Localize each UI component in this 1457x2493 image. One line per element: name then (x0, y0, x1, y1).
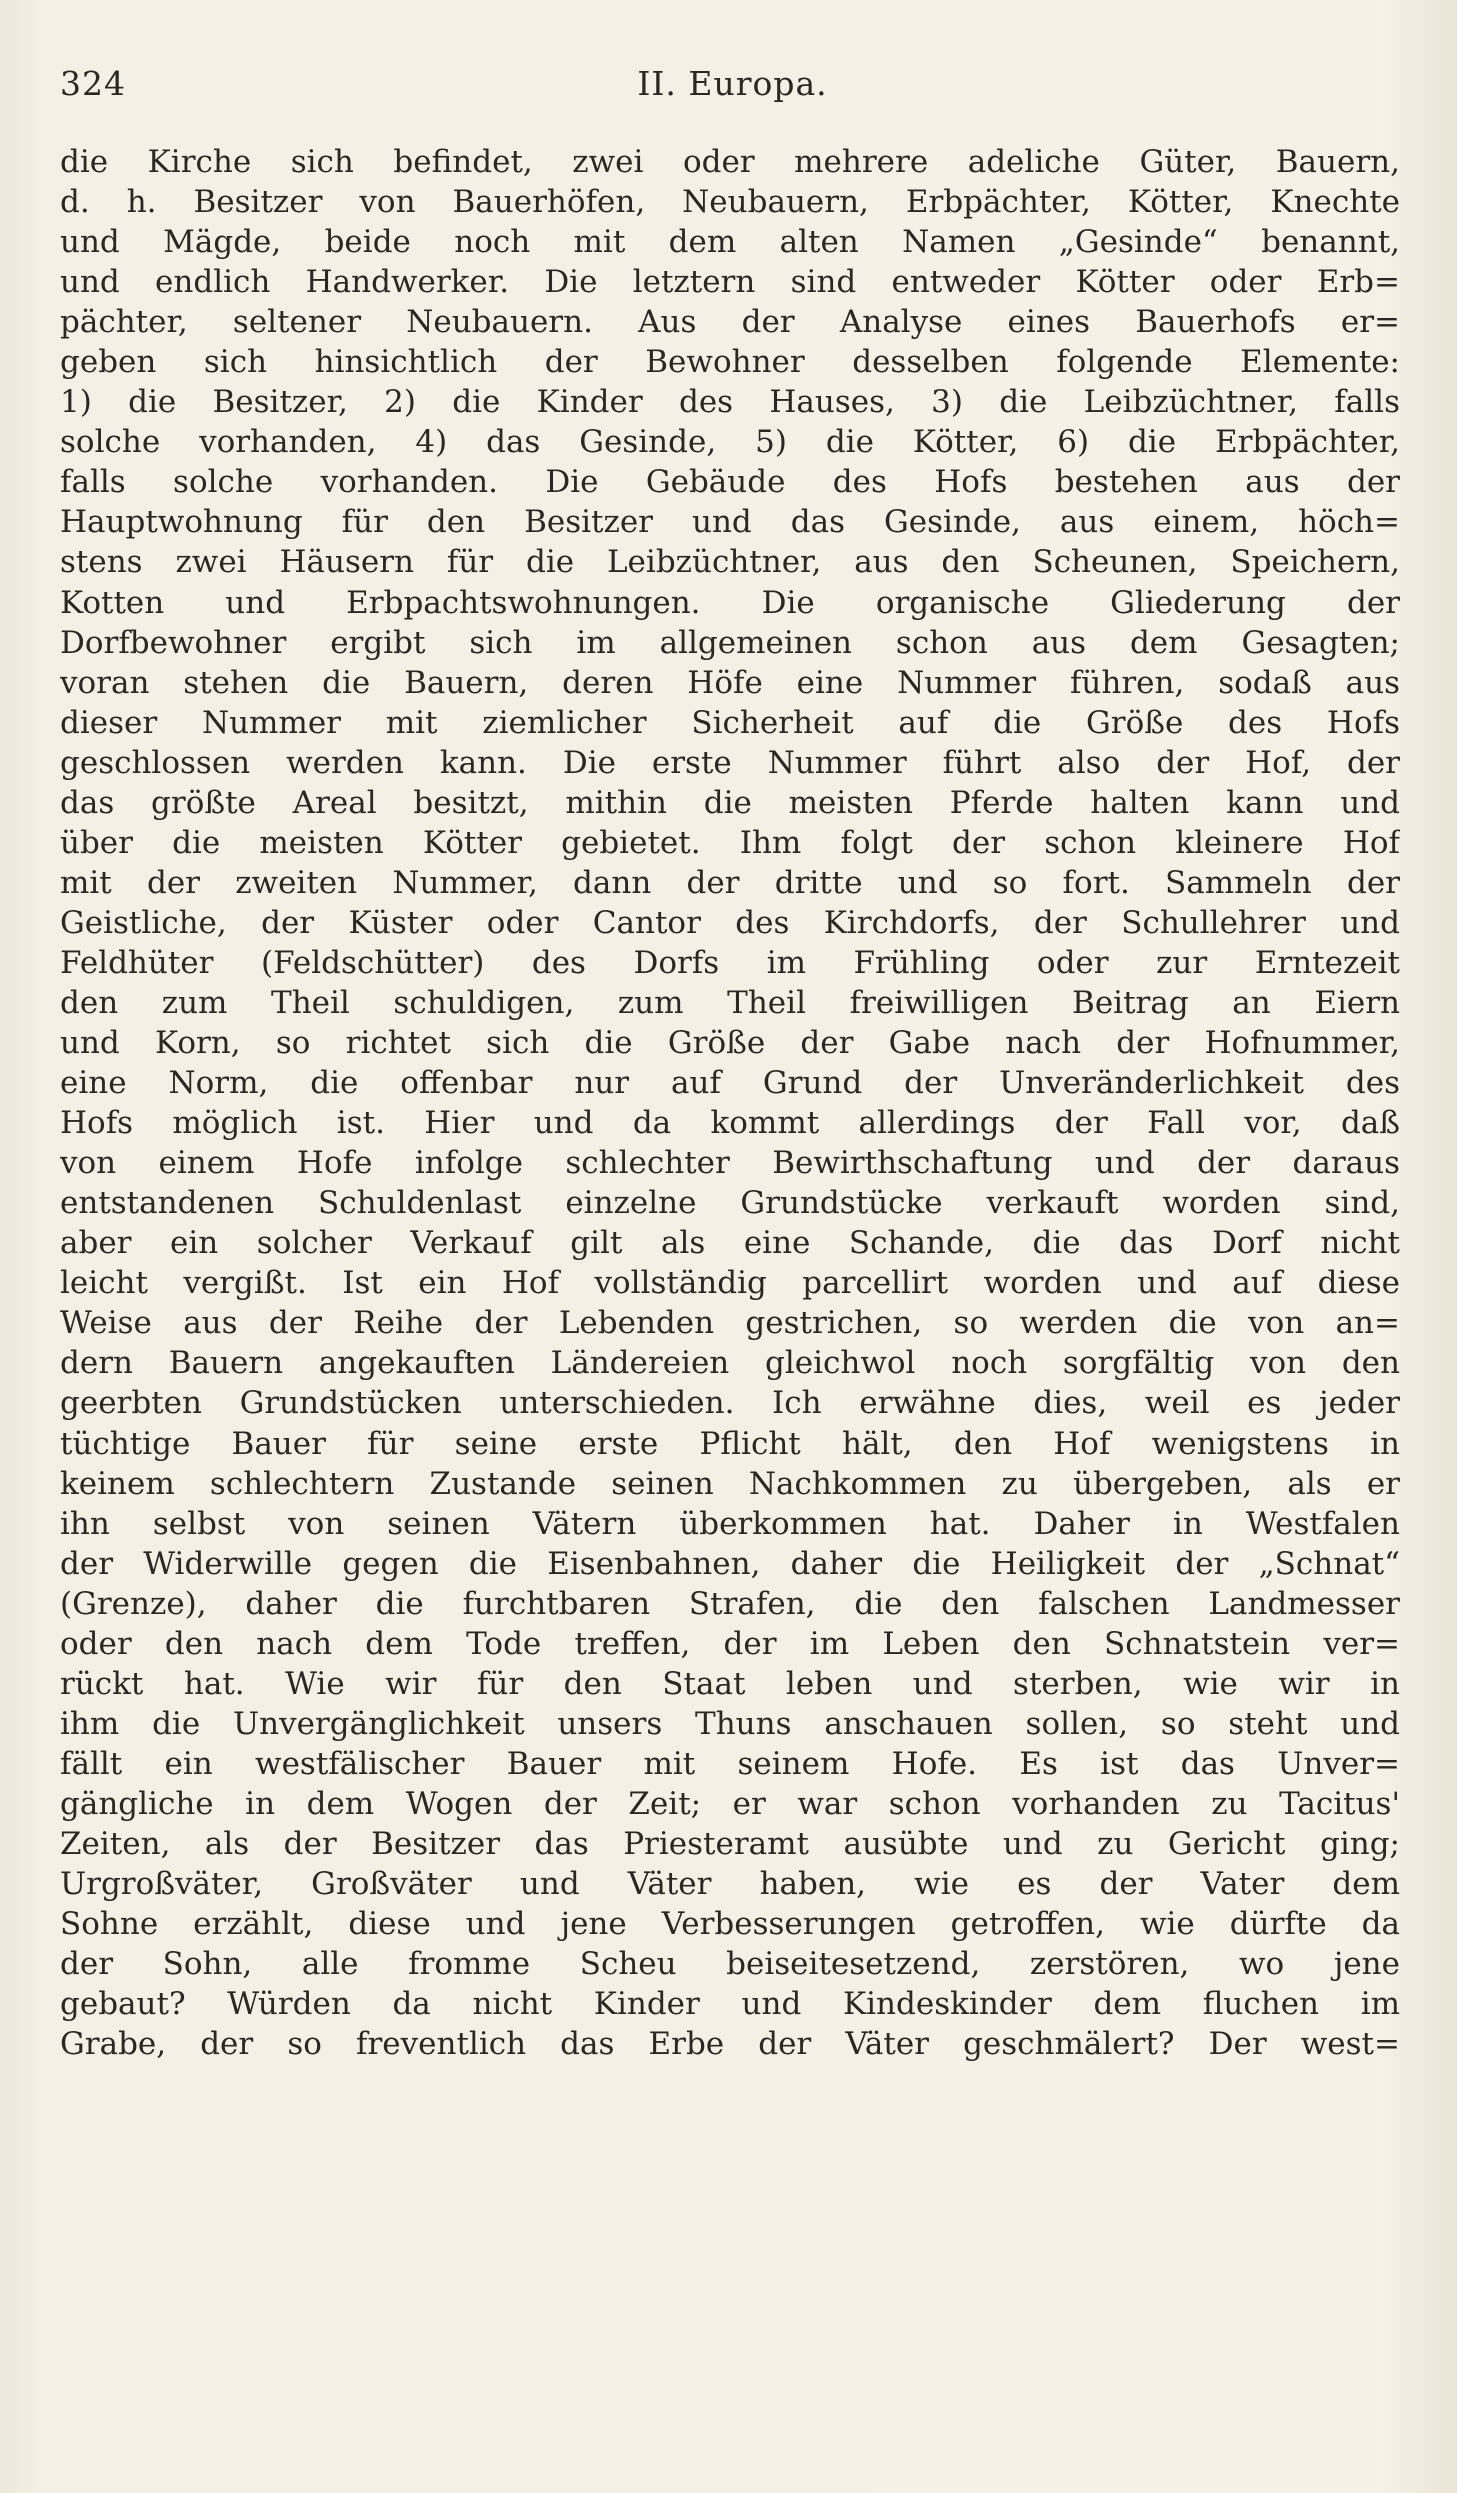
text-line: Weise aus der Reihe der Lebenden gestrichen, so werden die von an= (60, 1305, 1400, 1342)
text-line: fällt ein westfälischer Bauer mit seinem Hofe. Es ist das Unver= (60, 1745, 1400, 1782)
text-line: dern Bauern angekauften Ländereien gleichwol noch sorgfältig von den (60, 1345, 1400, 1382)
text-line: gängliche in dem Wogen der Zeit; er war schon vorhanden zu Tacitus' (60, 1785, 1400, 1822)
text-line: Hauptwohnung für den Besitzer und das Gesinde, aus einem, höch= (60, 504, 1400, 541)
text-line: Feldhüter (Feldschütter) des Dorfs im Frühling oder zur Erntezeit (60, 944, 1400, 981)
text-line: Geistliche, der Küster oder Cantor des Kirchdorfs, der Schullehrer und (60, 904, 1400, 941)
text-line: und Korn, so richtet sich die Größe der Gabe nach der Hofnummer, (60, 1025, 1400, 1062)
text-line: solche vorhanden, 4) das Gesinde, 5) die Kötter, 6) die Erbpächter, (60, 424, 1400, 461)
text-line: das größte Areal besitzt, mithin die meisten Pferde halten kann und (60, 784, 1400, 821)
text-line: Hofs möglich ist. Hier und da kommt allerdings der Fall vor, daß (60, 1105, 1400, 1142)
text-line: mit der zweiten Nummer, dann der dritte und so fort. Sammeln der (60, 864, 1400, 901)
text-line: d. h. Besitzer von Bauerhöfen, Neubauern, Erbpächter, Kötter, Knechte (60, 184, 1400, 221)
text-line: pächter, seltener Neubauern. Aus der Analyse eines Bauerhofs er= (60, 304, 1400, 341)
text-line: Zeiten, als der Besitzer das Priesteramt ausübte und zu Gericht ging; (60, 1825, 1400, 1862)
text-line: leicht vergißt. Ist ein Hof vollständig parcellirt worden und auf diese (60, 1265, 1400, 1302)
text-line: geben sich hinsichtlich der Bewohner desselben folgende Elemente: (60, 344, 1400, 381)
text-line: falls solche vorhanden. Die Gebäude des Hofs bestehen aus der (60, 464, 1400, 501)
text-line: Urgroßväter, Großväter und Väter haben, wie es der Vater dem (60, 1866, 1400, 1903)
text-line: stens zwei Häusern für die Leibzüchtner, aus den Scheunen, Speichern, (60, 544, 1400, 581)
text-line: ihn selbst von seinen Vätern überkommen hat. Daher in Westfalen (60, 1505, 1400, 1542)
body-text (60, 142, 1400, 2104)
text-line: eine Norm, die offenbar nur auf Grund der Unveränderlichkeit des (60, 1065, 1400, 1102)
text-line: keinem schlechtern Zustande seinen Nachkommen zu übergeben, als er (60, 1465, 1400, 1502)
text-line: oder den nach dem Tode treffen, der im Leben den Schnatstein ver= (60, 1625, 1400, 1662)
text-line: der Widerwille gegen die Eisenbahnen, daher die Heiligkeit der „Schnat“ (60, 1545, 1400, 1582)
text-line: der Sohn, alle fromme Scheu beiseitesetzend, zerstören, wo jene (60, 1946, 1400, 1983)
text-line: und endlich Handwerker. Die letztern sind entweder Kötter oder Erb= (60, 264, 1400, 301)
page-number: 324 (60, 64, 126, 103)
text-line: rückt hat. Wie wir für den Staat leben und sterben, wie wir in (60, 1665, 1400, 1702)
text-line: 1) die Besitzer, 2) die Kinder des Hauses, 3) die Leibzüchtner, falls (60, 384, 1400, 421)
text-line: geerbten Grundstücken unterschieden. Ich erwähne dies, weil es jeder (60, 1385, 1400, 1422)
text-line: und Mägde, beide noch mit dem alten Namen „Gesinde“ benannt, (60, 224, 1400, 261)
text-line: Kotten und Erbpachtswohnungen. Die organische Gliederung der (60, 584, 1400, 621)
text-line: gebaut? Würden da nicht Kinder und Kindeskinder dem fluchen im (60, 1986, 1400, 2023)
page-header (60, 64, 1405, 114)
text-line: Grabe, der so freventlich das Erbe der Väter geschmälert? Der west= (60, 2026, 1400, 2063)
text-line: von einem Hofe infolge schlechter Bewirthschaftung und der daraus (60, 1145, 1400, 1182)
text-line: den zum Theil schuldigen, zum Theil freiwilligen Beitrag an Eiern (60, 984, 1400, 1021)
running-title: II. Europa. (637, 64, 828, 103)
text-line: die Kirche sich befindet, zwei oder mehrere adeliche Güter, Bauern, (60, 144, 1400, 180)
text-line: ihm die Unvergänglichkeit unsers Thuns anschauen sollen, so steht und (60, 1705, 1400, 1742)
text-line: tüchtige Bauer für seine erste Pflicht hält, den Hof wenigstens in (60, 1425, 1400, 1462)
text-line: Dorfbewohner ergibt sich im allgemeinen schon aus dem Gesagten; (60, 624, 1400, 661)
text-line: über die meisten Kötter gebietet. Ihm folgt der schon kleinere Hof (60, 824, 1400, 861)
text-line: entstandenen Schuldenlast einzelne Grundstücke verkauft worden sind, (60, 1185, 1400, 1222)
text-line: aber ein solcher Verkauf gilt als eine Schande, die das Dorf nicht (60, 1225, 1400, 1262)
text-line: dieser Nummer mit ziemlicher Sicherheit auf die Größe des Hofs (60, 704, 1400, 741)
text-line: Sohne erzählt, diese und jene Verbesserungen getroffen, wie dürfte da (60, 1906, 1400, 1943)
text-line: geschlossen werden kann. Die erste Nummer führt also der Hof, der (60, 744, 1400, 781)
text-line (60, 2064, 1400, 2104)
text-line: (Grenze), daher die furchtbaren Strafen, die den falschen Landmesser (60, 1585, 1400, 1622)
text-line: voran stehen die Bauern, deren Höfe eine Nummer führen, sodaß aus (60, 664, 1400, 701)
